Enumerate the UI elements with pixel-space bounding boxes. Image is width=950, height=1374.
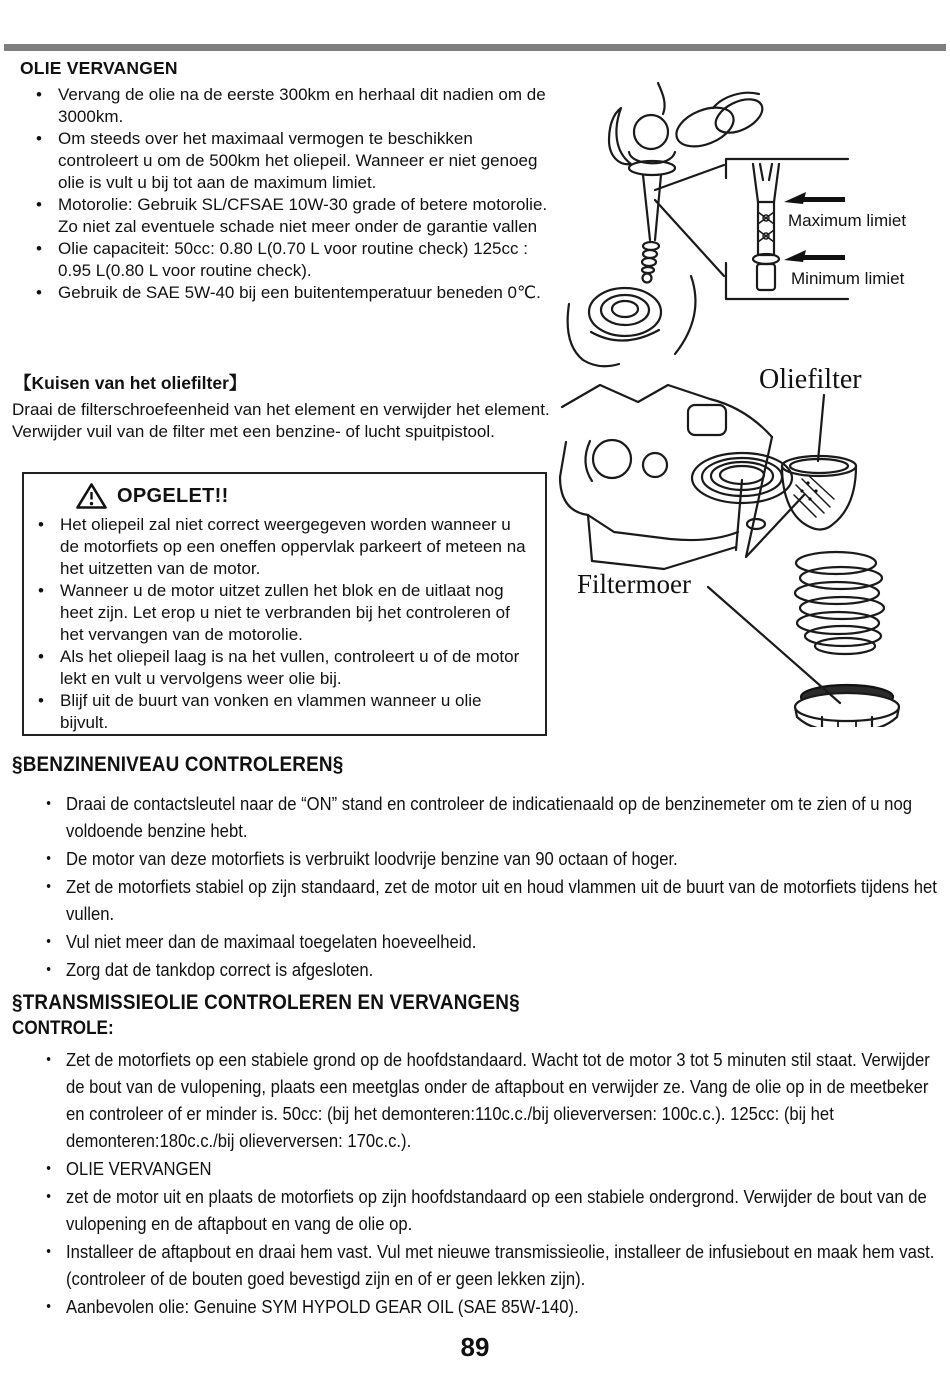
list-item: • Wanneer u de motor uitzet zullen het blok en de uitlaat nog heet zijn. Let erop u niet te verbranden bij het controleren of het vervangen van de motorolie. bbox=[24, 580, 529, 646]
transmissieolie-list bbox=[12, 1046, 950, 1320]
engine-curve bbox=[675, 276, 695, 354]
warning-box bbox=[22, 472, 547, 736]
section-title-benzineniveau: §BENZINENIVEAU CONTROLEREN§ bbox=[12, 753, 344, 776]
olie-vervangen-list bbox=[20, 84, 548, 304]
list-item: • Vul niet meer dan de maximaal toegelaten hoeveelheid. bbox=[12, 928, 950, 955]
filtermoer-label: Filtermoer bbox=[577, 569, 691, 599]
warning-list bbox=[24, 514, 529, 734]
spring bbox=[795, 552, 884, 654]
subsection-title-controle: CONTROLE: bbox=[12, 1018, 114, 1039]
fingertip bbox=[710, 92, 767, 139]
bottom-sections bbox=[12, 753, 950, 1321]
list-item: • Installeer de aftapbout en draai hem vast. Vul met nieuwe transmissieolie, installeer de infusiebout en maak hem vast. (controleer of de bouten goed bevestigd zijn en of er geen lekken zijn). bbox=[12, 1238, 950, 1292]
max-limit-label: Maximum limiet bbox=[788, 211, 907, 230]
thumb bbox=[609, 108, 631, 164]
nut-flange bbox=[795, 693, 899, 721]
inset-dipstick-top bbox=[753, 164, 779, 202]
min-limit-label: Minimum limiet bbox=[791, 269, 905, 288]
case-hole bbox=[688, 405, 726, 435]
filter-mesh bbox=[794, 475, 834, 517]
section-title-transmissieolie: §TRANSMISSIEOLIE CONTROLEREN EN VERVANGEN§ bbox=[12, 991, 520, 1014]
list-item: • Blijf uit de buurt van vonken en vlammen wanneer u olie bijvult. bbox=[24, 690, 529, 734]
warning-title: OPGELET!! bbox=[117, 484, 229, 507]
list-item: • Vervang de olie na de eerste 300km en herhaal dit nadien om de 3000km. bbox=[20, 84, 548, 128]
list-item: • Draai de contactsleutel naar de “ON” stand en controleer de indicatienaald op de benzinemeter om te zien of u nog voldoende benzine hebt. bbox=[12, 790, 950, 844]
min-arrow-icon bbox=[784, 250, 845, 262]
bolt-boss bbox=[643, 453, 667, 477]
kuisen-paragraph: Draai de filterschroefeenheid van het element en verwijder het element. Verwijder vuil van de filter met een benzine- of lucht spuitpistool. bbox=[12, 400, 550, 441]
list-item: • De motor van deze motorfiets is verbruikt loodvrije benzine van 90 octaan of hoger. bbox=[12, 845, 950, 872]
list-item: • OLIE VERVANGEN bbox=[12, 1155, 950, 1182]
list-item: • zet de motor uit en plaats de motorfiets op zijn hoofdstandaard op een stabiele ondergrond. Verwijder de bout van de vulopening en de aftapbout en vang de olie op. bbox=[12, 1183, 950, 1237]
oliefilter-label: Oliefilter bbox=[759, 364, 862, 395]
list-item: • Zet de motorfiets stabiel op zijn standaard, zet de motor uit en houd vlammen uit de buurt van de motorfiets tijdens het vullen. bbox=[12, 873, 950, 927]
fingertip bbox=[671, 100, 739, 154]
section-title-kuisen-oliefilter: 【Kuisen van het oliefilter】 bbox=[14, 373, 247, 393]
figure-oilfilter-illustration bbox=[558, 345, 950, 727]
list-item: • Het oliepeil zal niet correct weergegeven worden wanneer u de motorfiets op een oneffen oppervlak parkeert of meteen na het uitzetten van de motor. bbox=[24, 514, 529, 580]
dipstick-shaft bbox=[643, 175, 661, 240]
list-item: • Motorolie: Gebruik SL/CFSAE 10W-30 grade of betere motorolie. Zo niet zal eventuele schade niet meer onder de garantie vallen bbox=[20, 194, 548, 238]
case-flange bbox=[588, 515, 736, 569]
benzineniveau-list bbox=[12, 790, 950, 983]
callout-lines bbox=[655, 165, 724, 276]
list-item: • Zet de motorfiets op een stabiele grond op de hoofdstandaard. Wacht tot de motor 3 tot 5 minuten stil staat. Verwijder de bout van de vulopening, plaats een meetglas onder de aftapbout en verwijder ze. Vang de olie op in de meetbeker en controleer of er minder is. 50cc: (bij het demonteren:110c.c./bij olieverversen: 100c.c.). 125cc: (bij het demonteren:180c.c./bij olieverversen: 170c.c.). bbox=[12, 1046, 950, 1154]
list-item: • Zorg dat de tankdop correct is afgesloten. bbox=[12, 956, 950, 983]
section-title-olie-vervangen: OLIE VERVANGEN bbox=[20, 58, 178, 78]
list-item: • Olie capaciteit: 50cc: 0.80 L(0.70 L voor routine check) 125cc : 0.95 L(0.80 L voor routine check). bbox=[20, 238, 548, 282]
dipstick-cap-knob bbox=[634, 115, 668, 149]
dipstick-tip bbox=[643, 274, 652, 283]
max-arrow-icon bbox=[784, 192, 845, 204]
inset-dipstick-mesh bbox=[758, 202, 774, 255]
figure-dipstick-illustration bbox=[563, 80, 950, 368]
warning-title-row bbox=[76, 482, 545, 510]
list-item: • Aanbevolen olie: Genuine SYM HYPOLD GEAR OIL (SAE 85W-140). bbox=[12, 1293, 950, 1320]
oliefilter-leader-line bbox=[818, 395, 824, 461]
list-item: • Gebruik de SAE 5W-40 bij een buitentemperatuur beneden 0℃. bbox=[20, 282, 548, 304]
small-port bbox=[747, 519, 765, 529]
case-top-edge bbox=[562, 385, 772, 437]
bolt-boss bbox=[593, 440, 631, 478]
warning-triangle-icon bbox=[76, 482, 107, 510]
hand-line bbox=[658, 83, 665, 114]
page-number: 89 bbox=[460, 1332, 490, 1362]
inset-dipstick-cap bbox=[757, 264, 775, 290]
list-item: • Als het oliepeil laag is na het vullen, controleert u of de motor lekt en vult u vervolgens weer olie bij. bbox=[24, 646, 529, 690]
list-item: • Om steeds over het maximaal vermogen te beschikken controleert u om de 500km het oliepeil. Wanneer er niet genoeg olie is vult u bij tot aan de maximum limiet. bbox=[20, 128, 548, 194]
top-rule bbox=[4, 44, 946, 51]
